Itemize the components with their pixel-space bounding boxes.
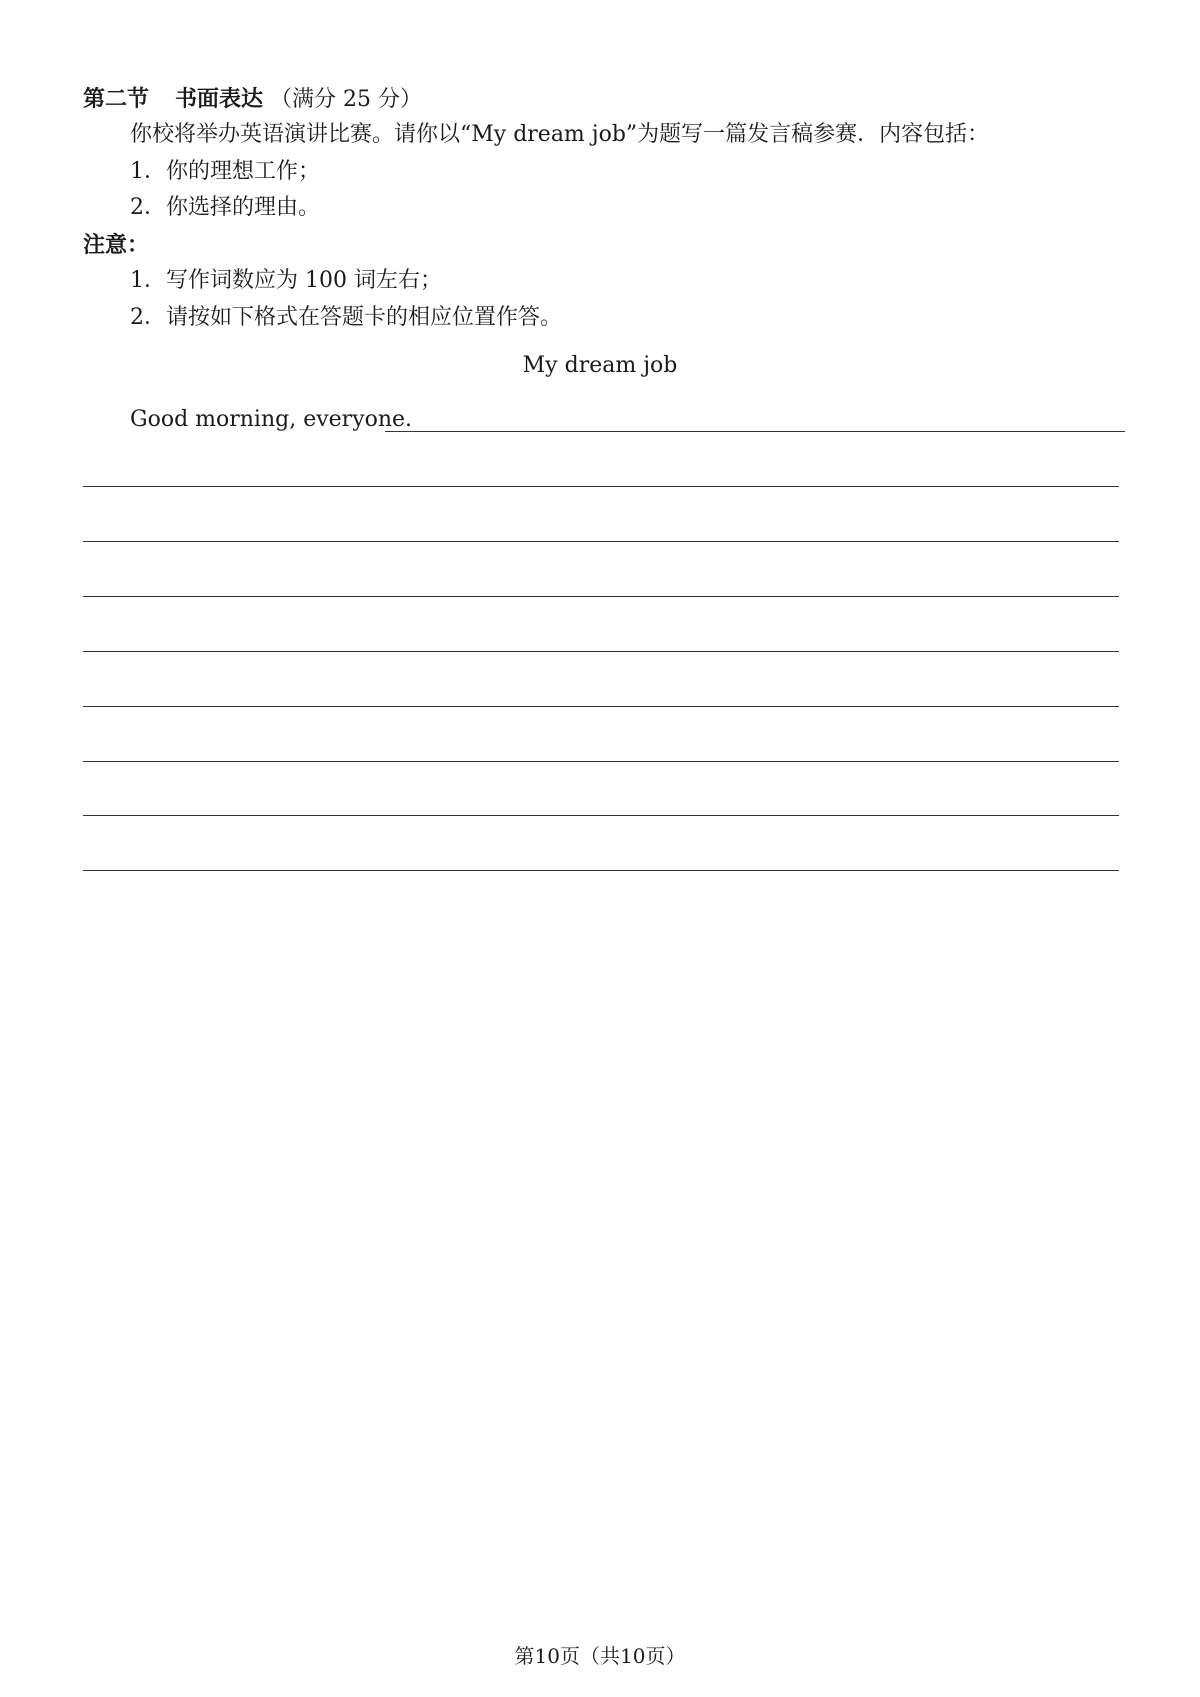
task-item-1: 1．你的理想工作；	[130, 159, 320, 184]
answer-line[interactable]	[83, 596, 1119, 597]
page-footer: 第10页（共10页）	[514, 1644, 686, 1668]
answer-line[interactable]	[83, 815, 1119, 816]
essay-title: My dream job	[522, 353, 678, 378]
section-title	[83, 84, 422, 115]
task-item-2: 2．你选择的理由。	[130, 195, 320, 220]
section-heading: 第二节	[83, 86, 150, 112]
answer-line[interactable]	[83, 761, 1119, 762]
answer-line[interactable]	[83, 651, 1119, 652]
answer-line[interactable]	[83, 870, 1119, 871]
note-item-1: 1．写作词数应为 100 词左右；	[130, 268, 442, 293]
notes-title: 注意：	[83, 232, 150, 258]
answer-line[interactable]	[83, 486, 1119, 487]
note-item-2: 2．请按如下格式在答题卡的相应位置作答。	[130, 305, 562, 330]
essay-greeting: Good morning, everyone.	[130, 407, 413, 432]
answer-line-first[interactable]	[385, 431, 1125, 432]
section-subheading-main: 书面表达	[175, 86, 264, 112]
task-intro: 你校将举办英语演讲比赛。请你以“My dream job”为题写一篇发言稿参赛．内容包括：	[130, 122, 990, 147]
answer-line[interactable]	[83, 541, 1119, 542]
section-score-note: （满分 25 分）	[270, 87, 423, 112]
answer-line[interactable]	[83, 706, 1119, 707]
